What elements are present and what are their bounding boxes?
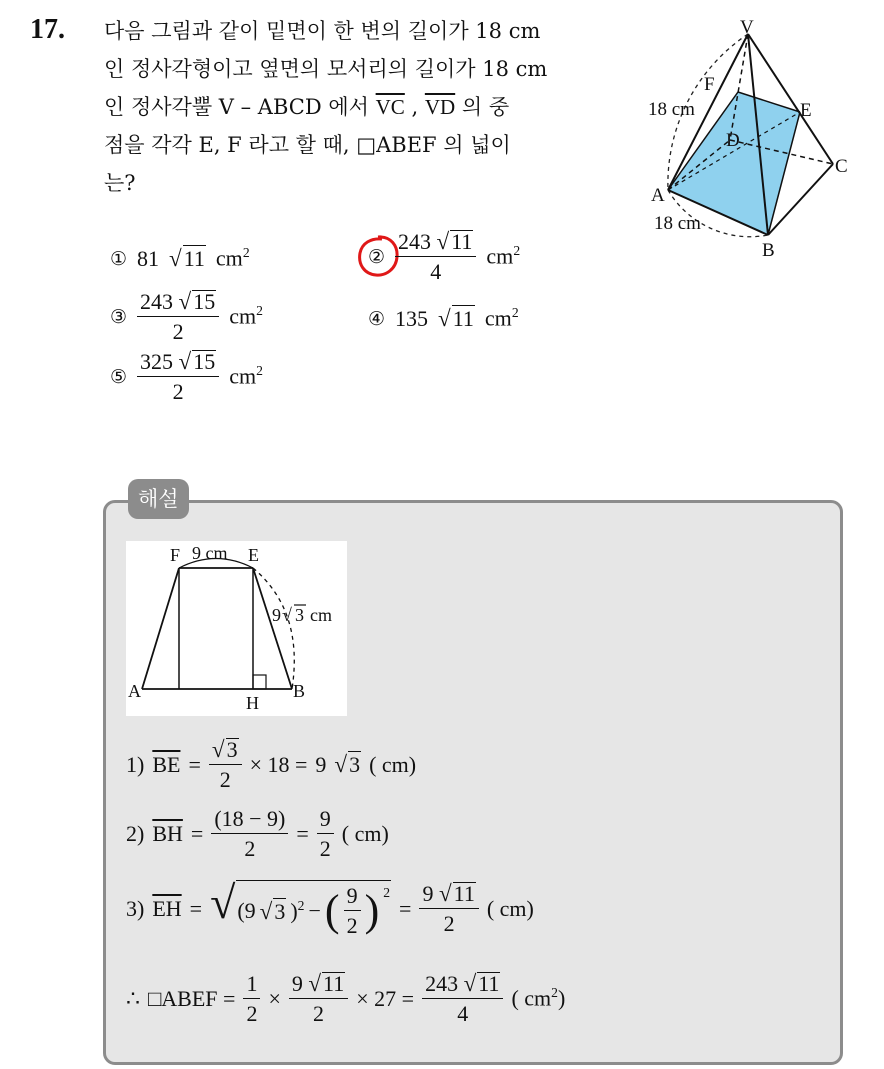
step-2-eq2: =: [296, 821, 309, 846]
step-4-res-rad: 11: [478, 971, 500, 996]
step-4-unit-text: ( cm: [511, 985, 552, 1011]
step-3-big-sqrt: √ (9 √ 3 )$^2$ − ( $\frac{9}{2}$ ) $^2$: [210, 877, 391, 938]
choice-3-numerator: 243 √ 15: [137, 290, 219, 317]
step-4-close: ): [557, 985, 566, 1011]
choice-5-coef: 325: [140, 349, 174, 374]
choice-4[interactable]: [368, 305, 519, 332]
choice-2-denominator: 4: [430, 259, 442, 285]
step-3-minus: −: [308, 898, 321, 923]
step-1-label: 1): [126, 751, 145, 777]
step-2-num: (18 − 9): [211, 808, 288, 834]
label-e: E: [800, 100, 812, 121]
choice-4-exp: 2: [511, 305, 519, 321]
choice-2[interactable]: [368, 230, 520, 283]
label-f: F: [704, 74, 715, 95]
choice-1-exp: 2: [242, 245, 250, 261]
step-4-therefore: ∴: [126, 985, 140, 1011]
label-18cm-side: 18 cm: [648, 99, 695, 120]
step-3-unit: ( cm): [486, 895, 534, 921]
choice-2-unit: [486, 243, 520, 269]
segment-vd: $\overline{VD}$: [424, 95, 456, 119]
step-1-segment: $\overline{BE}$: [152, 751, 181, 777]
step-4-mid-coef: 9: [291, 971, 303, 996]
choice-2-unit-text: cm: [486, 243, 514, 269]
step-2-unit: ( cm): [341, 821, 389, 846]
segment-vc: $\overline{VC}$: [375, 95, 405, 119]
choice-1-unit-text: cm: [215, 245, 243, 271]
step-1-num-rad: 3: [226, 737, 238, 762]
step-2-label: 2): [126, 821, 145, 846]
pyramid-figure: [638, 20, 848, 265]
choice-5-denominator: 2: [172, 379, 184, 405]
step-1-res-sqrt: √ 3: [334, 751, 361, 778]
step-1-res-coef: 9: [315, 751, 327, 777]
choice-5[interactable]: [110, 350, 263, 403]
label-v: V: [740, 20, 754, 38]
step-3-lparen: (: [324, 886, 340, 935]
step-4-times: ×: [268, 985, 281, 1011]
step-2-num2: 9: [317, 808, 334, 834]
choice-5-exp: 2: [256, 363, 263, 379]
step-3-inner-rad: 3: [274, 898, 286, 924]
sol-label-e: E: [248, 545, 259, 565]
step-4-result-fraction: 243 √ 11 4: [422, 972, 503, 1025]
step-4-half-den: 2: [246, 1000, 258, 1026]
solution-step-4: [126, 972, 565, 1025]
step-3-inner-fraction: [344, 885, 361, 937]
step-3-res-den: 2: [443, 911, 455, 937]
sol-label-side-rad-sign: √: [282, 605, 292, 625]
choice-3-denominator: 2: [172, 319, 184, 345]
choice-3-coef: 243: [140, 289, 174, 314]
label-c: C: [835, 156, 848, 177]
choice-1[interactable]: [110, 245, 250, 272]
choice-5-fraction: [137, 350, 219, 403]
choice-5-unit: [229, 363, 263, 389]
label-d: D: [726, 130, 740, 151]
step-3-eq: =: [189, 895, 203, 921]
choice-3-radicand: 15: [193, 289, 216, 314]
choice-5-unit-text: cm: [229, 363, 257, 389]
sol-label-side-unit: cm: [310, 605, 332, 625]
step-3-eq2: =: [399, 895, 412, 921]
sol-label-b: B: [293, 681, 306, 701]
step-2-den: 2: [244, 836, 256, 861]
choice-4-radicand: 11: [452, 306, 474, 331]
sol-label-9cm: 9 cm: [192, 543, 228, 563]
question-line-2: 인 정사각형이고 옆면의 모서리의 길이가 18 cm: [104, 57, 548, 81]
question-line-5: 는?: [104, 171, 136, 195]
step-4-lhs: □ABEF =: [148, 985, 236, 1011]
choice-3-mark: ③: [110, 305, 128, 328]
step-4-times2: × 27 =: [356, 985, 415, 1011]
solution-step-3: [126, 877, 534, 938]
choice-2-numerator: 243 √ 11: [395, 230, 476, 257]
step-4-half-num: 1: [243, 973, 260, 999]
step-1-eq: =: [188, 751, 201, 777]
step-3-label: 3): [126, 895, 145, 921]
step-3-result-fraction: 9 √ 11 2: [419, 882, 478, 935]
solution-step-2: [126, 808, 389, 860]
choice-5-radicand: 15: [193, 349, 216, 374]
choice-3[interactable]: [110, 290, 263, 343]
step-3-inner-exp: 2: [297, 897, 305, 913]
step-2-segment: $\overline{BH}$: [152, 821, 183, 846]
step-4-half: [243, 970, 260, 1026]
step-3-inner-b: [290, 898, 304, 924]
choice-3-exp: 2: [256, 303, 263, 319]
choice-4-mark: ④: [368, 307, 386, 330]
step-4-exp: 2: [551, 985, 558, 1001]
choice-1-coef: 81: [137, 245, 160, 271]
choice-1-unit: [216, 245, 250, 271]
choice-4-unit: [485, 305, 519, 331]
step-3-frac-den: 2: [346, 913, 358, 938]
step-4-unit: [511, 985, 565, 1011]
step-1-fraction: √ 3 2: [209, 738, 242, 791]
choice-5-mark: ⑤: [110, 365, 128, 388]
step-3-rparen: ): [364, 886, 380, 935]
question-line-3: [104, 88, 624, 126]
question-line-3-text: 인 정사각뿔 V – ABCD 에서: [104, 95, 369, 119]
step-4-mid-fraction: 9 √ 11 2: [289, 972, 348, 1025]
choice-1-sqrt: √ 11: [169, 245, 205, 271]
step-1-times: × 18 =: [249, 751, 308, 777]
choice-1-mark: ①: [110, 247, 128, 270]
choice-3-unit: [229, 303, 263, 329]
sol-label-a: A: [128, 681, 141, 701]
step-4-res-den: 4: [457, 1001, 469, 1027]
step-1-den: 2: [219, 767, 231, 793]
choice-5-numerator: 325 √ 15: [137, 350, 219, 377]
sol-label-f: F: [170, 545, 181, 565]
choice-4-unit-text: cm: [484, 305, 512, 331]
question-text: [104, 12, 624, 202]
choice-4-coef: 135: [395, 305, 429, 331]
choice-2-coef: 243: [398, 229, 432, 254]
question-line-3-tail: 의 중: [455, 95, 510, 119]
solution-tag: 해설: [128, 479, 189, 519]
segment-separator: ,: [404, 95, 425, 119]
step-2-fraction-2: [317, 808, 334, 860]
choice-3-unit-text: cm: [229, 303, 257, 329]
choice-2-fraction: [395, 230, 476, 283]
step-3-frac-num: 9: [344, 885, 361, 911]
sol-label-side-coef: 9: [272, 605, 281, 625]
step-3-inner-a: (9: [237, 898, 256, 923]
choice-2-radicand: 11: [451, 229, 473, 254]
step-3-inner-b-text: ): [290, 898, 298, 924]
step-3-res-rad: 11: [453, 880, 475, 906]
solution-trapezoid-figure: [126, 541, 347, 716]
question-line-1: 다음 그림과 같이 밑면이 한 변의 길이가 18 cm: [104, 19, 541, 43]
choice-3-fraction: [137, 290, 219, 343]
solution-step-1: [126, 738, 416, 791]
step-4-mid-rad: 11: [323, 971, 345, 996]
step-1-res-rad: 3: [349, 752, 361, 778]
label-a: A: [651, 185, 665, 206]
label-18cm-base: 18 cm: [654, 213, 701, 234]
label-b: B: [762, 240, 775, 261]
step-1-unit: ( cm): [369, 751, 417, 777]
choice-1-radicand: 11: [183, 246, 205, 271]
question-number: 17.: [30, 14, 65, 45]
choice-2-exp: 2: [513, 243, 521, 259]
choice-4-sqrt: √ 11: [438, 305, 474, 331]
sol-label-h: H: [246, 693, 259, 713]
step-3-segment: $\overline{EH}$: [152, 895, 182, 921]
sol-label-side-rad: 3: [295, 605, 304, 625]
step-2-den2: 2: [319, 836, 331, 861]
choice-2-mark: ②: [368, 245, 386, 268]
step-2-eq: =: [190, 821, 204, 846]
step-3-frac-exp: 2: [383, 885, 391, 900]
step-2-fraction: [211, 808, 288, 860]
step-4-mid-den: 2: [313, 1001, 325, 1027]
step-3-res-coef: 9: [422, 880, 434, 906]
question-line-4: 점을 각각 E, F 라고 할 때, □ABEF 의 넓이: [104, 133, 511, 157]
step-4-res-coef: 243: [425, 971, 459, 996]
